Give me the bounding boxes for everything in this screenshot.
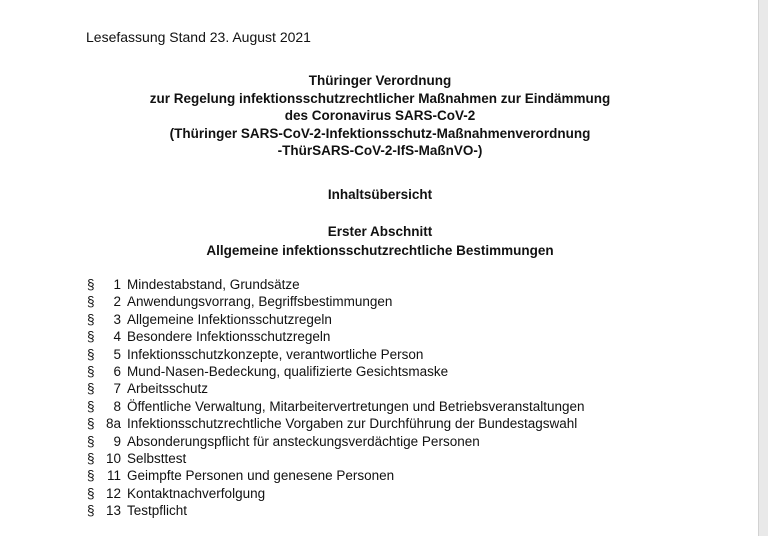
- toc-item-title: Infektionsschutzrechtliche Vorgaben zur Durchführung der Bundestagswahl: [127, 416, 578, 432]
- toc-item[interactable]: [87, 450, 585, 467]
- toc-item-title: Selbsttest: [127, 450, 187, 466]
- section-symbol: §: [87, 398, 95, 414]
- toc-item-number: 6: [113, 363, 121, 379]
- toc-item-title: Besondere Infektionsschutzregeln: [127, 329, 331, 345]
- toc-item-number: 13: [105, 503, 121, 519]
- toc-item[interactable]: [87, 502, 585, 519]
- toc-item-title: Mund-Nasen-Bedeckung, qualifizierte Gesichtsmaske: [127, 363, 449, 379]
- toc-item-number: 4: [113, 329, 121, 345]
- toc-item-title: Mindestabstand, Grundsätze: [127, 277, 300, 292]
- section-symbol: §: [87, 294, 95, 310]
- section-symbol: §: [87, 450, 95, 466]
- section-symbol: §: [87, 433, 95, 449]
- toc-item-number: 8a: [105, 416, 121, 432]
- section-symbol: §: [87, 329, 95, 345]
- title-line: -ThürSARS-CoV-2-IfS-MaßnVO-): [277, 143, 483, 158]
- toc-item-title: Absonderungspflicht für ansteckungsverdächtige Personen: [127, 433, 480, 449]
- viewer-background-edge: [758, 0, 768, 536]
- toc-item-title: Anwendungsvorrang, Begriffsbestimmungen: [127, 294, 393, 310]
- toc-item-number: 10: [105, 450, 121, 466]
- toc-item-number: 11: [106, 468, 121, 484]
- toc-item-number: 7: [113, 381, 121, 397]
- section-heading: [20, 222, 740, 260]
- section-subtitle: Allgemeine infektionsschutzrechtliche Bestimmungen: [206, 243, 554, 258]
- section-symbol: §: [87, 468, 95, 484]
- toc-item[interactable]: [87, 311, 585, 328]
- toc-item-number: 8: [113, 398, 121, 414]
- toc-item[interactable]: [87, 276, 585, 293]
- toc-item[interactable]: [87, 485, 585, 502]
- section-symbol: §: [87, 485, 95, 501]
- section-name: Erster Abschnitt: [327, 224, 433, 239]
- toc-item-title: Testpflicht: [127, 503, 188, 519]
- toc-item-title: Öffentliche Verwaltung, Mitarbeitervertretungen und Betriebsveranstaltungen: [127, 398, 585, 414]
- title-line: (Thüringer SARS-CoV-2-Infektionsschutz-Maßnahmenverordnung: [169, 125, 591, 141]
- toc-item[interactable]: [87, 363, 585, 380]
- title-line: zur Regelung infektionsschutzrechtlicher Maßnahmen zur Eindämmung: [149, 90, 611, 106]
- toc-item[interactable]: [87, 328, 585, 345]
- toc-item[interactable]: [87, 467, 585, 484]
- toc-item-number: 12: [105, 485, 121, 501]
- toc-heading: Inhaltsübersicht: [327, 187, 433, 202]
- toc-item-number: 3: [113, 311, 121, 327]
- toc-item-title: Kontaktnachverfolgung: [127, 485, 266, 501]
- toc-item[interactable]: [87, 415, 585, 432]
- toc-item-number: 1: [113, 277, 121, 292]
- section-symbol: §: [87, 381, 95, 397]
- toc-item[interactable]: [87, 346, 585, 363]
- toc-item[interactable]: [87, 380, 585, 397]
- toc-item-number: 5: [113, 346, 121, 362]
- title-line: des Coronavirus SARS-CoV-2: [284, 108, 476, 123]
- version-line: Lesefassung Stand 23. August 2021: [86, 29, 311, 45]
- toc-item-title: Allgemeine Infektionsschutzregeln: [127, 311, 332, 327]
- section-symbol: §: [87, 416, 95, 432]
- section-symbol: §: [87, 363, 95, 379]
- toc-item[interactable]: [87, 433, 585, 450]
- toc-item[interactable]: [87, 398, 585, 415]
- toc-item-title: Infektionsschutzkonzepte, verantwortliche Person: [127, 346, 424, 362]
- section-symbol: §: [87, 277, 95, 292]
- toc-list: [87, 276, 585, 519]
- section-symbol: §: [87, 503, 95, 519]
- section-symbol: §: [87, 311, 95, 327]
- document-title: [20, 72, 740, 160]
- section-symbol: §: [87, 346, 95, 362]
- toc-item[interactable]: [87, 293, 585, 310]
- toc-item-title: Arbeitsschutz: [127, 381, 209, 397]
- toc-item-title: Geimpfte Personen und genesene Personen: [127, 468, 395, 484]
- toc-item-number: 9: [113, 433, 121, 449]
- title-line: Thüringer Verordnung: [308, 73, 452, 88]
- toc-item-number: 2: [113, 294, 121, 310]
